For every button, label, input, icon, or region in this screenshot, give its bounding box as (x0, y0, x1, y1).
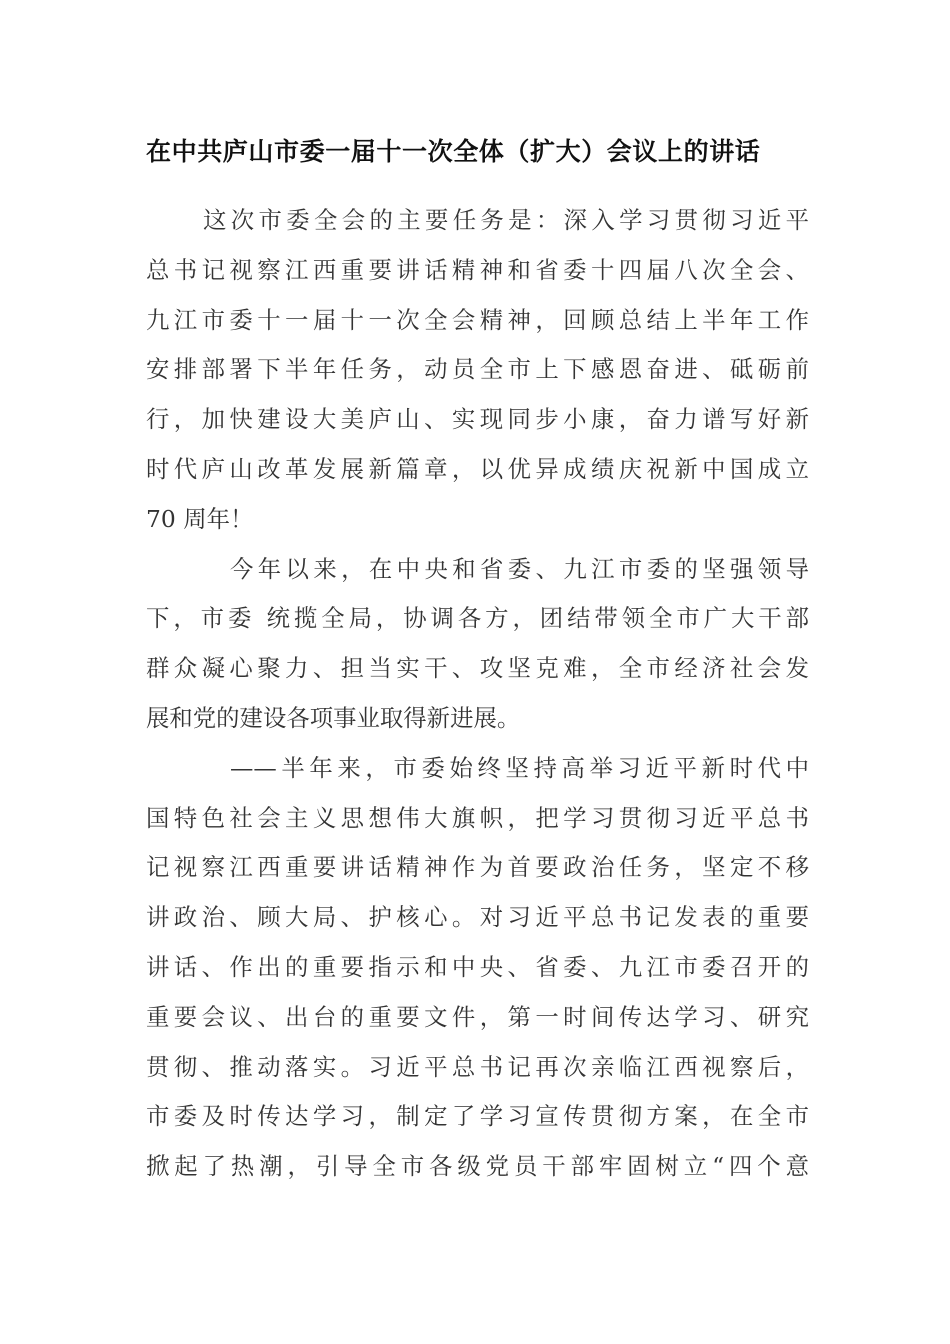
paragraph-2-line-3: 群众凝心聚力、担当实干、攻坚克难，全市经济社会发 (146, 654, 809, 683)
paragraph-3-line-7: 贯彻、推动落实。习近平总书记再次亲临江西视察后， (146, 1052, 809, 1081)
paragraph-1-line-2: 总书记视察江西重要讲话精神和省委十四届八次全会、 (146, 255, 809, 284)
paragraph-1-line-5: 行，加快建设大美庐山、实现同步小康，奋力谱写好新 (146, 405, 809, 434)
paragraph-3-line-5: 讲话、作出的重要指示和中央、省委、九江市委召开的 (146, 952, 809, 981)
paragraph-1-line-7: 70 周年！ (146, 504, 254, 533)
document-body (146, 196, 809, 1192)
paragraph-3-line-9: 掀起了热潮，引导全市各级党员干部牢固树立“四个意 (146, 1152, 809, 1181)
paragraph-1-line-4: 安排部署下半年任务，动员全市上下感恩奋进、砥砺前 (146, 355, 809, 384)
paragraph-1-line-3: 九江市委十一届十一次全会精神，回顾总结上半年工作 (146, 305, 809, 334)
paragraph-3-line-4: 讲政治、顾大局、护核心。对习近平总书记发表的重要 (146, 903, 809, 932)
paragraph-3-line-8: 市委及时传达学习，制定了学习宣传贯彻方案，在全市 (146, 1102, 809, 1131)
paragraph-3-line-1: ——半年来，市委始终坚持高举习近平新时代中 (230, 753, 809, 782)
paragraph-2-line-1: 今年以来，在中央和省委、九江市委的坚强领导 (230, 554, 809, 583)
document-title: 在中共庐山市委一届十一次全体（扩大）会议上的讲话 (146, 137, 761, 166)
paragraph-1-line-1: 这次市委全会的主要任务是：深入学习贯彻习近平 (203, 206, 809, 234)
paragraph-3-line-6: 重要会议、出台的重要文件，第一时间传达学习、研究 (146, 1002, 809, 1031)
paragraph-1-line-6: 时代庐山改革发展新篇章，以优异成绩庆祝新中国成立 (146, 454, 809, 483)
paragraph-3-line-2: 国特色社会主义思想伟大旗帜，把学习贯彻习近平总书 (146, 803, 809, 832)
paragraph-3-line-3: 记视察江西重要讲话精神作为首要政治任务，坚定不移 (146, 853, 809, 882)
paragraph-2-line-4: 展和党的建设各项事业取得新进展。 (146, 703, 521, 732)
paragraph-2-line-2: 下，市委 统揽全局，协调各方，团结带领全市广大干部 (146, 604, 809, 633)
